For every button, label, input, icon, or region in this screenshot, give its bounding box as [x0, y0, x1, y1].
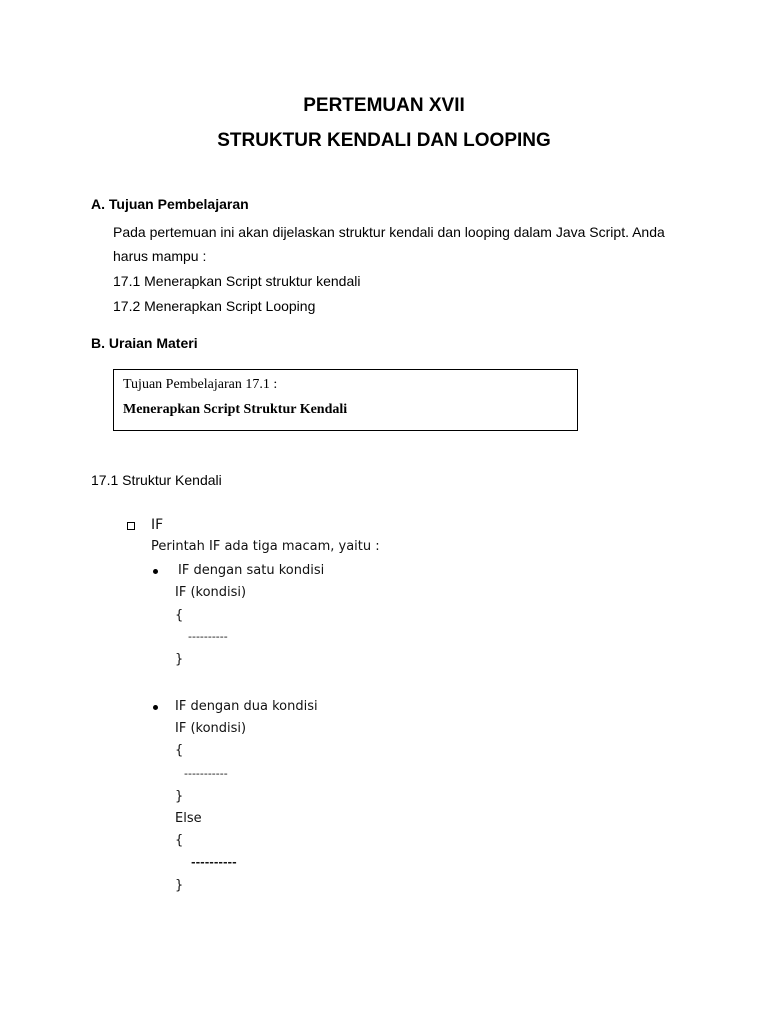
code-line: }: [175, 878, 184, 893]
code-line: ----------: [188, 630, 228, 643]
learning-objective-box: [113, 369, 578, 431]
if-single-label: IF dengan satu kondisi: [178, 563, 325, 578]
code-line: IF (kondisi): [175, 585, 247, 600]
bullet-dot-icon: [153, 705, 158, 710]
code-line: {: [175, 833, 184, 848]
if-intro: Perintah IF ada tiga macam, yaitu :: [151, 539, 380, 554]
page-title-line2: STRUKTUR KENDALI DAN LOOPING: [217, 130, 551, 151]
code-line: ----------: [191, 856, 237, 869]
objective-box-label: Tujuan Pembelajaran 17.1 :: [123, 377, 278, 392]
section-b-heading: B. Uraian Materi: [91, 335, 198, 351]
objective-box-title: Menerapkan Script Struktur Kendali: [123, 402, 348, 417]
bullet-dot-icon: [153, 569, 158, 574]
objective-item: 17.1 Menerapkan Script struktur kendali: [113, 273, 361, 289]
page-title-line1: PERTEMUAN XVII: [303, 95, 465, 116]
code-line: Else: [175, 811, 202, 826]
code-line: IF (kondisi): [175, 721, 247, 736]
code-line: -----------: [184, 767, 228, 780]
square-bullet-icon: [127, 522, 135, 530]
code-line: }: [175, 789, 184, 804]
if-title: IF: [151, 517, 164, 533]
code-line: {: [175, 608, 184, 623]
section-a-heading: A. Tujuan Pembelajaran: [91, 196, 249, 212]
if-double-label: IF dengan dua kondisi: [175, 699, 318, 714]
code-line: {: [175, 743, 184, 758]
objective-item: 17.2 Menerapkan Script Looping: [113, 298, 316, 314]
subsection-heading: 17.1 Struktur Kendali: [91, 472, 222, 488]
intro-line-1: Pada pertemuan ini akan dijelaskan struktur kendali dan looping dalam Java Script. Anda: [113, 224, 665, 240]
intro-line-2: harus mampu :: [113, 248, 207, 264]
code-line: }: [175, 652, 184, 667]
